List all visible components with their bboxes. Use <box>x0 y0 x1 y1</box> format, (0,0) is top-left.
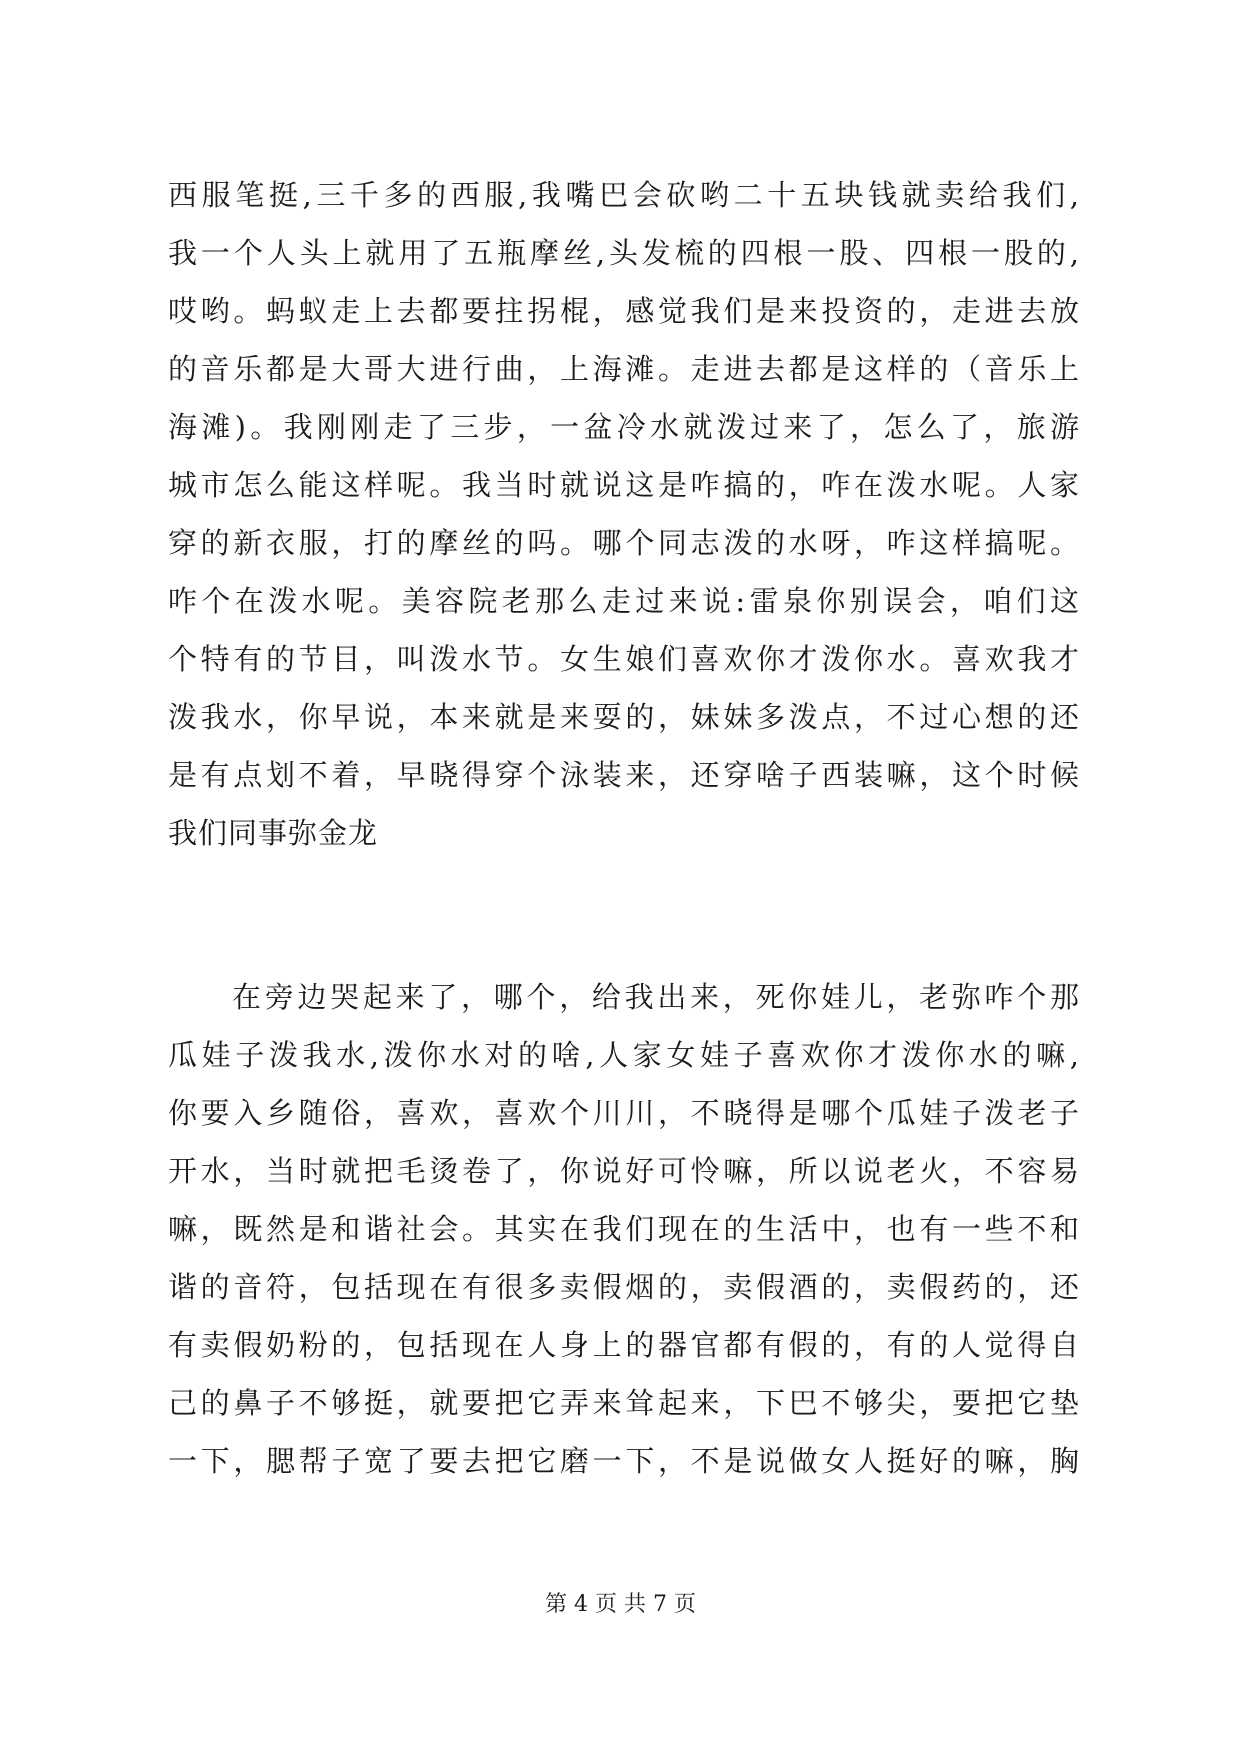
paragraph-1 <box>168 166 1080 862</box>
text-line: 嘛，既然是和谐社会。其实在我们现在的生活中，也有一些不和 <box>168 1212 1080 1246</box>
text-line: 泼我水，你早说，本来就是来耍的，妹妹多泼点，不过心想的还 <box>168 700 1080 734</box>
text-line: 一下，腮帮子宽了要去把它磨一下，不是说做女人挺好的嘛，胸 <box>168 1444 1080 1478</box>
text-line: 西服笔挺,三千多的西服,我嘴巴会砍哟二十五块钱就卖给我们, <box>168 178 1080 212</box>
text-line: 的音乐都是大哥大进行曲，上海滩。走进去都是这样的（音乐上 <box>168 352 1080 386</box>
text-line: 哎哟。蚂蚁走上去都要拄拐棍，感觉我们是来投资的，走进去放 <box>168 294 1080 328</box>
paragraph-2 <box>168 968 1080 1490</box>
text-line: 咋个在泼水呢。美容院老那么走过来说:雷泉你别误会，咱们这 <box>168 584 1080 618</box>
text-line: 海滩)。我刚刚走了三步，一盆冷水就泼过来了，怎么了，旅游 <box>168 410 1080 444</box>
text-line: 有卖假奶粉的，包括现在人身上的器官都有假的，有的人觉得自 <box>168 1328 1080 1362</box>
text-line: 城市怎么能这样呢。我当时就说这是咋搞的，咋在泼水呢。人家 <box>168 468 1080 502</box>
text-line: 个特有的节目，叫泼水节。女生娘们喜欢你才泼你水。喜欢我才 <box>168 642 1080 676</box>
text-line: 是有点划不着，早晓得穿个泳装来，还穿啥子西装嘛，这个时候 <box>168 758 1080 792</box>
text-line: 我们同事弥金龙 <box>168 816 379 850</box>
text-line: 谐的音符，包括现在有很多卖假烟的，卖假酒的，卖假药的，还 <box>168 1270 1080 1304</box>
text-line: 你要入乡随俗，喜欢，喜欢个川川，不晓得是哪个瓜娃子泼老子 <box>168 1096 1080 1130</box>
text-line: 己的鼻子不够挺，就要把它弄来耸起来，下巴不够尖，要把它垫 <box>168 1386 1080 1420</box>
text-line: 我一个人头上就用了五瓶摩丝,头发梳的四根一股、四根一股的, <box>168 236 1080 270</box>
text-line: 在旁边哭起来了，哪个，给我出来，死你娃儿，老弥咋个那 <box>232 980 1080 1014</box>
text-line: 开水，当时就把毛烫卷了，你说好可怜嘛，所以说老火，不容易 <box>168 1154 1080 1188</box>
text-line: 穿的新衣服，打的摩丝的吗。哪个同志泼的水呀，咋这样搞呢。 <box>168 526 1080 560</box>
text-line: 瓜娃子泼我水,泼你水对的啥,人家女娃子喜欢你才泼你水的嘛, <box>168 1038 1080 1072</box>
page-number-footer: 第 4 页 共 7 页 <box>545 1592 696 1617</box>
